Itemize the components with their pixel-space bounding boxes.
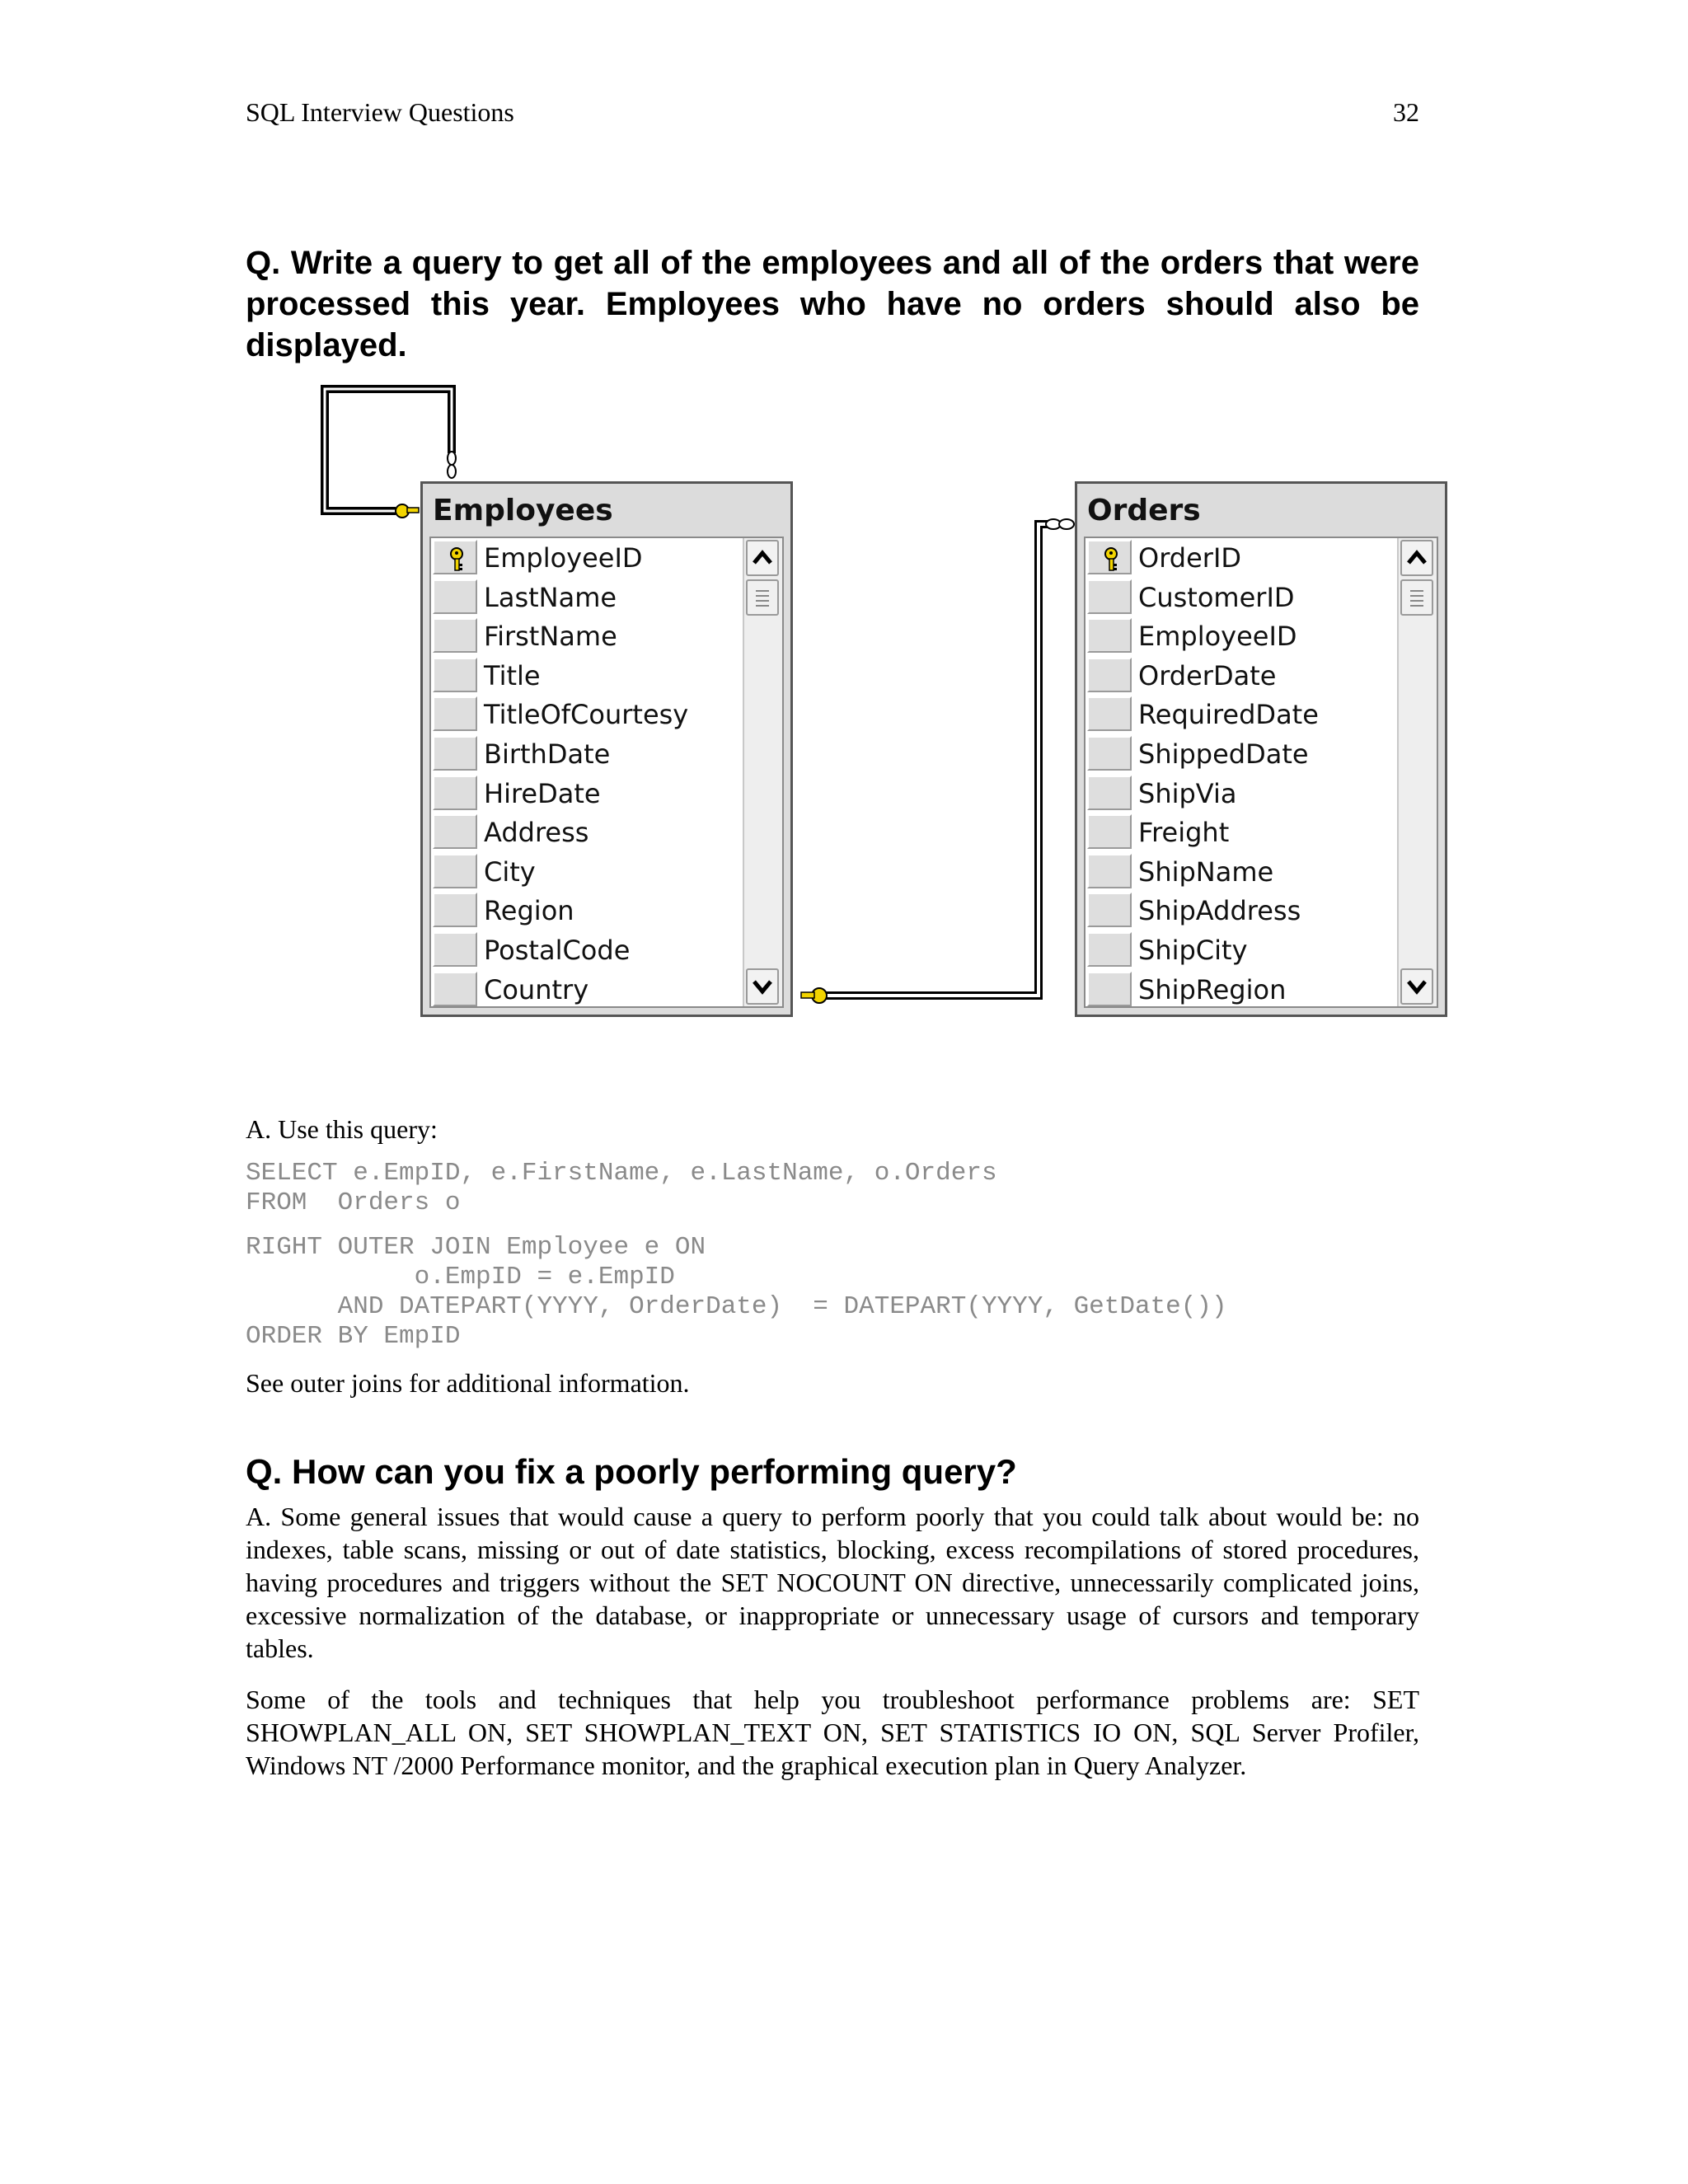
orders-column-row[interactable] [1085,930,1437,970]
orders-column-name: ShippedDate [1138,738,1309,770]
orders-column-name: Freight [1138,817,1230,849]
row-selector[interactable] [1087,579,1132,614]
employees-column-row[interactable] [431,616,782,656]
employees-column-row[interactable] [431,852,782,892]
row-selector[interactable] [433,932,477,967]
answer-1-label: A. Use this query: [246,1114,438,1144]
row-selector[interactable] [433,972,477,1006]
orders-column-name: RequiredDate [1138,699,1319,731]
employees-column-row[interactable] [431,930,782,970]
infinity-icon [448,452,456,478]
employees-column-row[interactable] [431,734,782,774]
row-selector[interactable] [433,736,477,771]
employees-column-name: City [484,855,536,888]
orders-scrollbar[interactable] [1397,538,1437,1006]
employees-column-name: FirstName [484,621,617,653]
row-selector[interactable] [433,893,477,927]
row-selector[interactable] [433,618,477,653]
key-icon [801,988,827,1003]
employees-column-name: PostalCode [484,935,631,966]
sql-code-block-1: SELECT e.EmpID, e.FirstName, e.LastName, o.Orders FROM Orders o [246,1159,997,1217]
chevron-down-icon [1402,970,1432,1003]
scroll-thumb[interactable] [746,579,779,616]
row-selector[interactable] [1087,540,1132,574]
orders-column-row[interactable] [1085,734,1437,774]
employees-column-row[interactable] [431,695,782,734]
row-selector[interactable] [433,854,477,888]
employees-table-title: Employees [433,494,613,527]
orders-column-row[interactable] [1085,774,1437,813]
key-icon [396,504,419,518]
employees-column-name: Country [484,973,589,1005]
employees-column-row[interactable] [431,578,782,617]
employees-column-row[interactable] [431,813,782,852]
employees-column-name: Title [484,659,541,691]
orders-table[interactable] [1075,481,1447,1017]
orders-column-name: CustomerID [1138,581,1295,613]
row-selector[interactable] [1087,776,1132,810]
orders-column-name: ShipRegion [1138,973,1287,1005]
running-header-title: SQL Interview Questions [246,97,514,127]
employees-column-list [429,537,784,1008]
row-selector[interactable] [1087,736,1132,771]
orders-column-row[interactable] [1085,891,1437,930]
row-selector[interactable] [1087,814,1132,849]
answer-2-paragraph-2: Some of the tools and techniques that help you troubleshoot performance problems are: SET SHOWPLAN_ALL ON, SET SHOWPLAN_TEXT ON, SET STATISTICS IO ON, SQL Server Profiler, Windows NT /2000 Performance monitor, and the graphical execution plan in Query Analyzer. [246,1685,1419,1780]
orders-column-row[interactable] [1085,852,1437,892]
orders-column-name: ShipAddress [1138,895,1301,927]
orders-column-row[interactable] [1085,695,1437,734]
row-selector[interactable] [433,696,477,731]
see-also-note: See outer joins for additional information. [246,1368,690,1398]
scroll-up-button[interactable] [746,540,779,576]
orders-column-row[interactable] [1085,578,1437,617]
row-selector[interactable] [1087,696,1132,731]
chevron-down-icon [748,970,777,1003]
orders-column-row[interactable] [1085,656,1437,696]
orders-column-name: OrderID [1138,542,1242,574]
employees-column-row[interactable] [431,891,782,930]
orders-column-name: OrderDate [1138,659,1277,691]
employees-column-name: TitleOfCourtesy [484,699,689,731]
orders-column-row[interactable] [1085,970,1437,1010]
employees-column-row[interactable] [431,656,782,696]
scroll-up-button[interactable] [1400,540,1433,576]
chevron-up-icon [748,541,777,574]
row-selector[interactable] [433,776,477,810]
primary-key-icon [1100,546,1122,573]
row-selector[interactable] [1087,972,1132,1006]
page-number: 32 [1393,97,1419,127]
scroll-thumb[interactable] [1400,579,1433,616]
orders-column-row[interactable] [1085,616,1437,656]
database-diagram [313,379,1459,1030]
row-selector[interactable] [433,814,477,849]
row-selector[interactable] [433,540,477,574]
scroll-down-button[interactable] [746,968,779,1005]
employees-column-row[interactable] [431,538,782,578]
orders-column-name: EmployeeID [1138,621,1297,653]
row-selector[interactable] [1087,893,1132,927]
primary-key-icon [446,546,467,573]
row-selector[interactable] [1087,618,1132,653]
employees-column-name: HireDate [484,777,601,809]
employees-column-name: Region [484,895,574,927]
employees-table[interactable] [420,481,793,1017]
orders-column-name: ShipVia [1138,777,1237,809]
row-selector[interactable] [1087,658,1132,692]
infinity-icon [1046,519,1074,529]
employees-scrollbar[interactable] [743,538,782,1006]
orders-column-list [1084,537,1438,1008]
employees-column-row[interactable] [431,970,782,1010]
employees-column-name: EmployeeID [484,542,643,574]
row-selector[interactable] [433,579,477,614]
row-selector[interactable] [1087,854,1132,888]
answer-2-paragraph-1: A. Some general issues that would cause a query to perform poorly that you could talk about would be: no indexes, table scans, missing or out of date statistics, blocking, excess recompilations of stored procedures, having procedures and triggers without the SET NOCOUNT ON directive, unnecessarily complicated joins, excessive normalization of the database, or inappropriate or unnecessary usage of cursors and temporary tables. [246,1502,1419,1663]
chevron-up-icon [1402,541,1432,574]
row-selector[interactable] [433,658,477,692]
sql-code-block-2: RIGHT OUTER JOIN Employee e ON o.EmpID = e.EmpID AND DATEPART(YYYY, OrderDate) = DATEPART(YYYY, GetDate()) ORDER BY EmpID [246,1233,1227,1351]
employees-column-row[interactable] [431,774,782,813]
orders-column-row[interactable] [1085,813,1437,852]
question-1: Q. Write a query to get all of the employees and all of the orders that were processed this year. Employees who have no orders should also be displayed. [246,245,1419,363]
employees-column-name: Address [484,817,589,849]
question-2: Q. How can you fix a poorly performing query? [246,1452,1017,1491]
orders-column-name: ShipCity [1138,935,1248,966]
orders-column-row[interactable] [1085,538,1437,578]
row-selector[interactable] [1087,932,1132,967]
employees-column-name: LastName [484,581,617,613]
scroll-down-button[interactable] [1400,968,1433,1005]
employees-column-name: BirthDate [484,738,611,770]
orders-table-title: Orders [1087,494,1201,527]
orders-column-name: ShipName [1138,855,1274,888]
